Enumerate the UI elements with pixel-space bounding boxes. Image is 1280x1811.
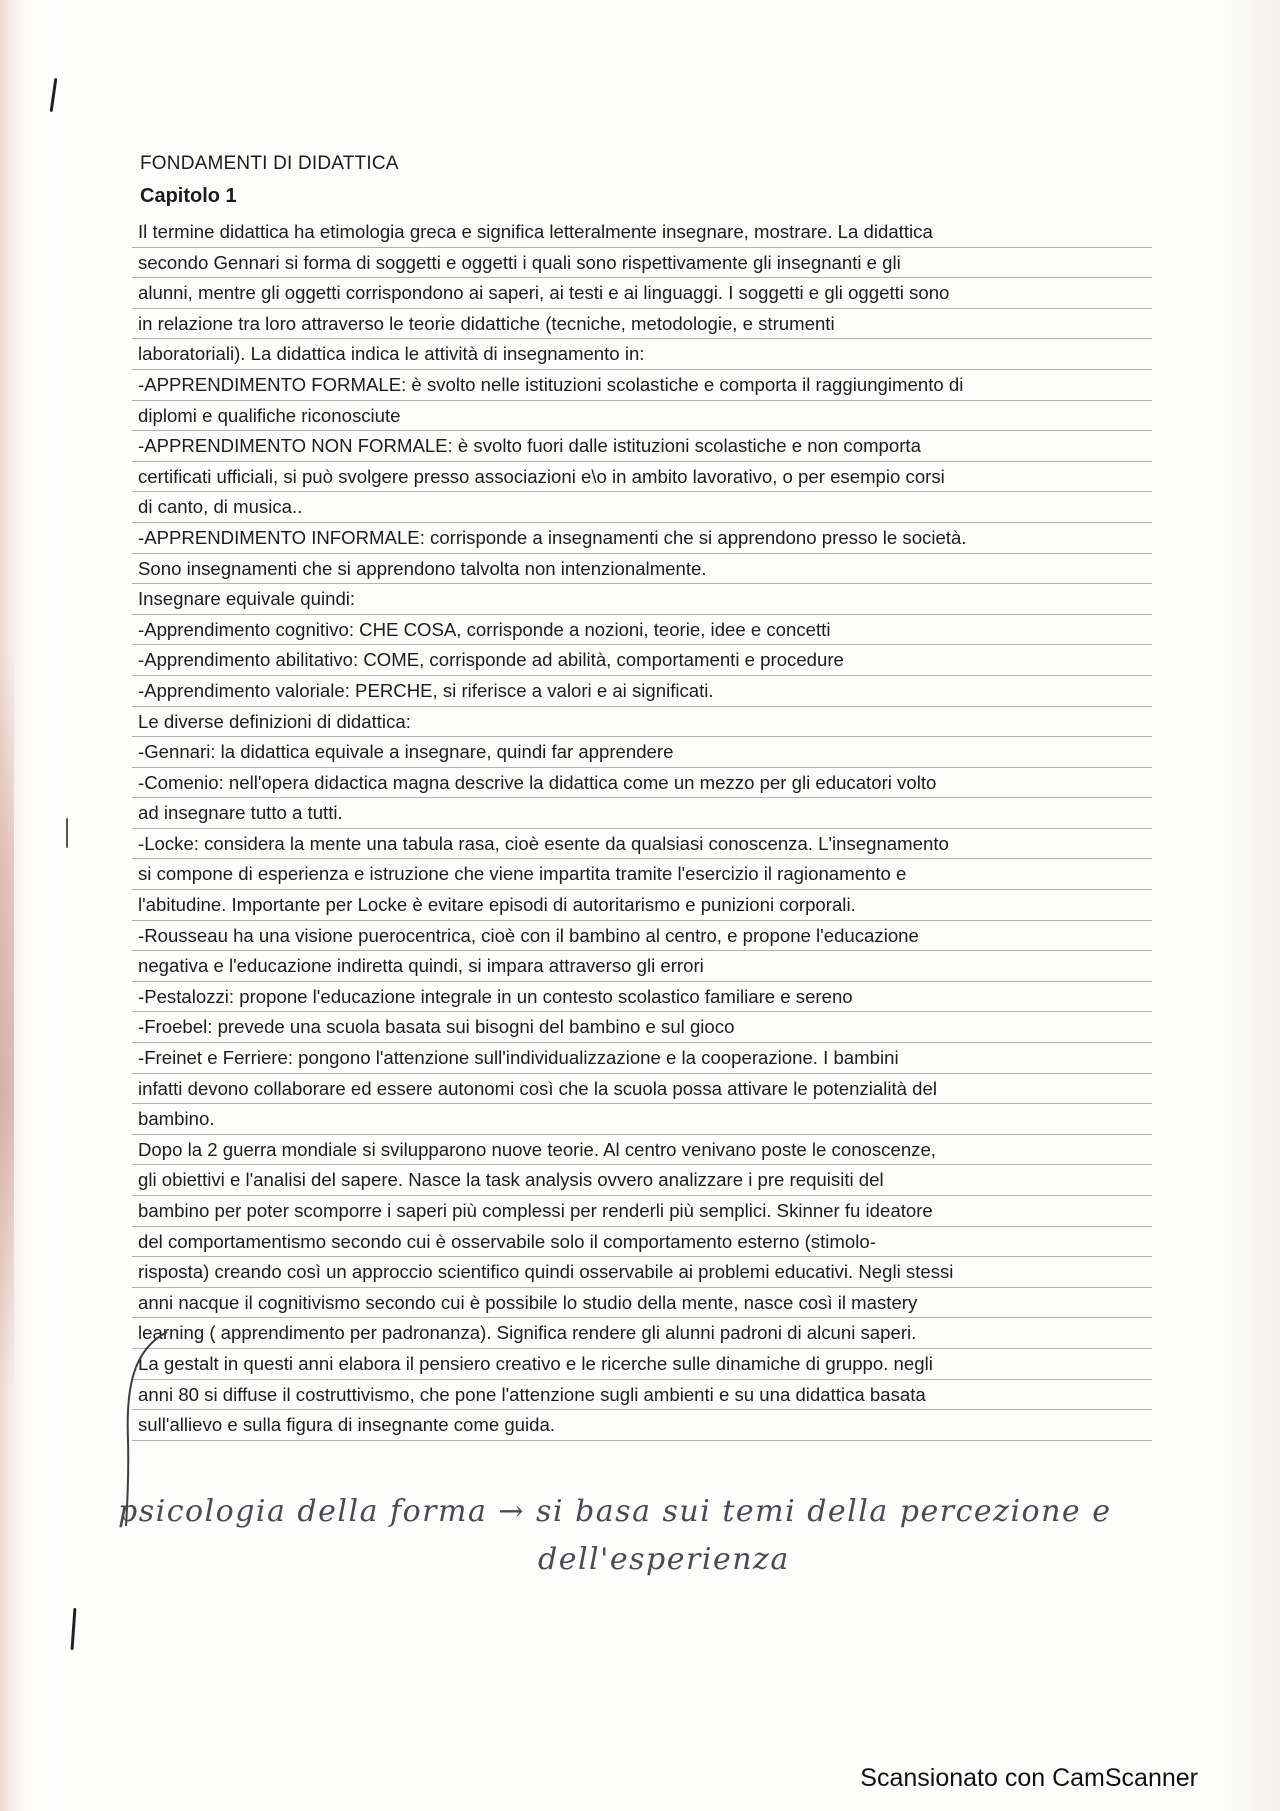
paper-edge-stain: [0, 640, 14, 1400]
text-line: Le diverse definizioni di didattica:: [132, 707, 1152, 738]
camscanner-watermark: Scansionato con CamScanner: [860, 1764, 1198, 1792]
text-line: ad insegnare tutto a tutti.: [132, 798, 1152, 829]
text-line: di canto, di musica..: [132, 492, 1152, 523]
text-line: -Freinet e Ferriere: pongono l'attenzione sull'individualizzazione e la cooperazione. I bambini: [132, 1043, 1152, 1074]
text-line: del comportamentismo secondo cui è osservabile solo il comportamento esterno (stimolo-: [132, 1227, 1152, 1258]
text-line: certificati ufficiali, si può svolgere presso associazioni e\o in ambito lavorativo, o per esempio corsi: [132, 462, 1152, 493]
text-line: -Apprendimento abilitativo: COME, corrisponde ad abilità, comportamenti e procedure: [132, 645, 1152, 676]
handwritten-note-line-2: dell'esperienza: [538, 1542, 790, 1577]
handwritten-note-line-1: psicologia della forma → si basa sui temi della percezione e: [118, 1494, 1112, 1529]
text-line: -Gennari: la didattica equivale a insegnare, quindi far apprendere: [132, 737, 1152, 768]
text-line: in relazione tra loro attraverso le teorie didattiche (tecniche, metodologie, e strumenti: [132, 309, 1152, 340]
handwritten-note: [118, 1488, 1178, 1584]
document-title: FONDAMENTI DI DIDATTICA: [140, 153, 399, 174]
text-line: anni 80 si diffuse il costruttivismo, che pone l'attenzione sugli ambienti e su una didattica basata: [132, 1380, 1152, 1411]
text-line: La gestalt in questi anni elabora il pensiero creativo e le ricerche sulle dinamiche di gruppo. negli: [132, 1349, 1152, 1380]
text-line: risposta) creando così un approccio scientifico quindi osservabile ai problemi educativi. Negli stessi: [132, 1257, 1152, 1288]
text-line: -APPRENDIMENTO INFORMALE: corrisponde a insegnamenti che si apprendono presso le società.: [132, 523, 1152, 554]
text-line: alunni, mentre gli oggetti corrispondono ai saperi, ai testi e ai linguaggi. I soggetti e gli oggetti sono: [132, 278, 1152, 309]
body-text: [132, 217, 1152, 1441]
text-line: -Pestalozzi: propone l'educazione integrale in un contesto scolastico familiare e sereno: [132, 982, 1152, 1013]
chapter-heading: Capitolo 1: [140, 185, 237, 207]
text-line: bambino per poter scomporre i saperi più complessi per renderli più semplici. Skinner fu ideatore: [132, 1196, 1152, 1227]
text-line: secondo Gennari si forma di soggetti e oggetti i quali sono rispettivamente gli insegnanti e gli: [132, 248, 1152, 279]
text-line: -Rousseau ha una visione puerocentrica, cioè con il bambino al centro, e propone l'educazione: [132, 921, 1152, 952]
text-line: negativa e l'educazione indiretta quindi, si impara attraverso gli errori: [132, 951, 1152, 982]
text-line: Il termine didattica ha etimologia greca e significa letteralmente insegnare, mostrare. La didattica: [132, 217, 1152, 248]
text-line: Sono insegnamenti che si apprendono talvolta non intenzionalmente.: [132, 554, 1152, 585]
text-line: diplomi e qualifiche riconosciute: [132, 401, 1152, 432]
text-line: -APPRENDIMENTO FORMALE: è svolto nelle istituzioni scolastiche e comporta il raggiungimento di: [132, 370, 1152, 401]
text-line: -Apprendimento valoriale: PERCHE, si riferisce a valori e ai significati.: [132, 676, 1152, 707]
text-line: anni nacque il cognitivismo secondo cui è possibile lo studio della mente, nasce così il mastery: [132, 1288, 1152, 1319]
text-line: Dopo la 2 guerra mondiale si svilupparono nuove teorie. Al centro venivano poste le conoscenze,: [132, 1135, 1152, 1166]
text-line: sull'allievo e sulla figura di insegnante come guida.: [132, 1410, 1152, 1441]
text-line: -Froebel: prevede una scuola basata sui bisogni del bambino e sul gioco: [132, 1012, 1152, 1043]
text-line: -Comenio: nell'opera didactica magna descrive la didattica come un mezzo per gli educatori volto: [132, 768, 1152, 799]
pen-mark-bottom: [71, 1608, 77, 1650]
text-line: -Locke: considera la mente una tabula rasa, cioè esente da qualsiasi conoscenza. L'insegnamento: [132, 829, 1152, 860]
text-line: gli obiettivi e l'analisi del sapere. Nasce la task analysis ovvero analizzare i pre requisiti del: [132, 1165, 1152, 1196]
text-line: -Apprendimento cognitivo: CHE COSA, corrisponde a nozioni, teorie, idee e concetti: [132, 615, 1152, 646]
text-line: Insegnare equivale quindi:: [132, 584, 1152, 615]
text-line: -APPRENDIMENTO NON FORMALE: è svolto fuori dalle istituzioni scolastiche e non comporta: [132, 431, 1152, 462]
text-line: bambino.: [132, 1104, 1152, 1135]
pen-mark-top: [50, 78, 58, 112]
text-line: infatti devono collaborare ed essere autonomi così che la scuola possa attivare le potenzialità del: [132, 1074, 1152, 1105]
text-line: laboratoriali). La didattica indica le attività di insegnamento in:: [132, 339, 1152, 370]
pen-mark-middle: [66, 818, 68, 848]
text-line: si compone di esperienza e istruzione che viene impartita tramite l'esercizio il ragionamento e: [132, 859, 1152, 890]
text-line: l'abitudine. Importante per Locke è evitare episodi di autoritarismo e punizioni corporali.: [132, 890, 1152, 921]
text-line: learning ( apprendimento per padronanza). Significa rendere gli alunni padroni di alcuni saperi.: [132, 1318, 1152, 1349]
